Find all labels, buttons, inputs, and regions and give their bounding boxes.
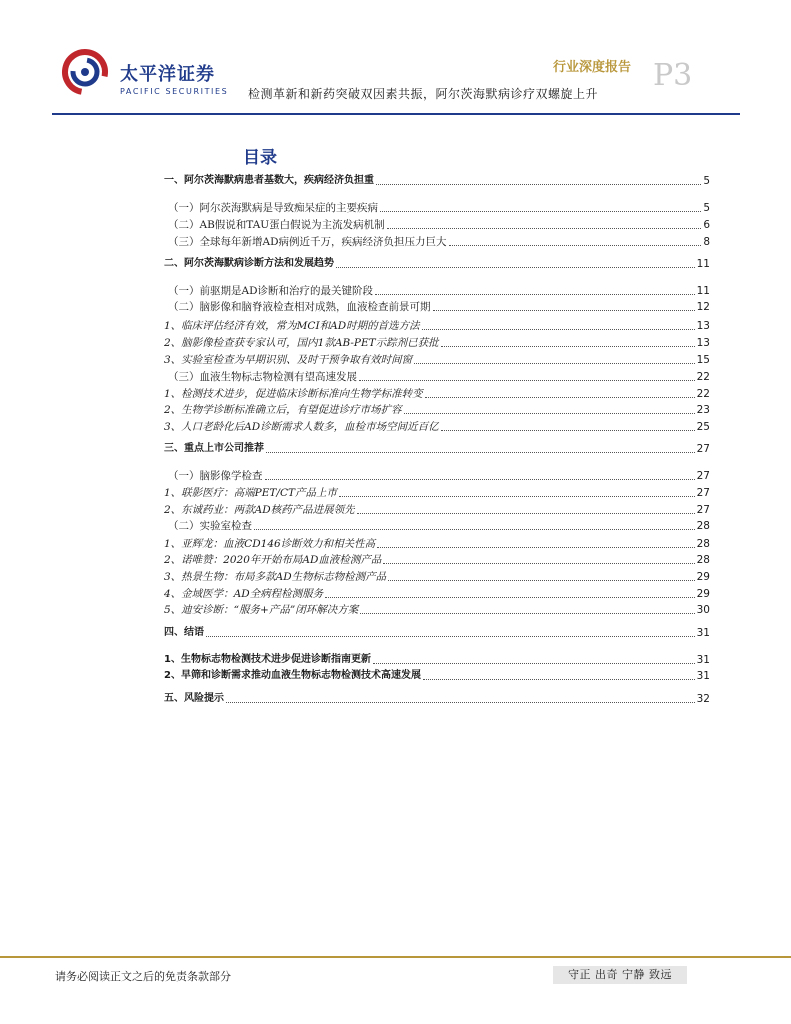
toc-entry-page: 27 xyxy=(696,487,710,499)
toc-entry-label: （二）脑影像和脑脊液检查相对成熟，血液检查前景可期 xyxy=(168,301,431,313)
toc-entry-label: （三）血液生物标志物检测有望高速发展 xyxy=(168,371,357,383)
toc-dot-leader xyxy=(388,580,694,581)
toc-entry[interactable] xyxy=(164,385,710,401)
toc-dot-leader xyxy=(423,679,695,680)
toc-dot-leader xyxy=(375,294,695,295)
toc-entry-label: 2、生物学诊断标准确立后，有望促进诊疗市场扩容 xyxy=(164,404,402,416)
toc-entry[interactable] xyxy=(164,585,710,601)
toc-entry-label: 2、早筛和诊断需求推动血液生物标志物检测技术高速发展 xyxy=(164,670,421,681)
toc-entry-page: 29 xyxy=(696,588,710,600)
toc-dot-leader xyxy=(380,211,701,212)
footer-disclaimer: 请务必阅读正文之后的免责条款部分 xyxy=(55,970,231,983)
pacific-securities-logo-icon xyxy=(55,40,115,100)
toc-entry-page: 8 xyxy=(703,236,710,248)
toc-entry[interactable] xyxy=(164,199,710,215)
toc-dot-leader xyxy=(433,310,695,311)
toc-dot-leader xyxy=(449,245,702,246)
page-number-label: P3 xyxy=(653,58,693,93)
toc-entry-label: 二、阿尔茨海默病诊断方法和发展趋势 xyxy=(164,258,334,269)
toc-entry-page: 31 xyxy=(696,654,710,666)
toc-entry-label: 一、阿尔茨海默病患者基数大，疾病经济负担重 xyxy=(164,175,374,186)
toc-dot-leader xyxy=(206,636,695,637)
report-type: 行业深度报告 xyxy=(553,60,632,75)
toc-entry-page: 28 xyxy=(696,538,710,550)
toc-dot-leader xyxy=(265,479,695,480)
toc-dot-leader xyxy=(359,380,695,381)
toc-entry[interactable] xyxy=(164,282,710,298)
toc-entry-page: 28 xyxy=(696,554,710,566)
toc-entry-label: 2、东诚药业：两款AD核药产品进展领先 xyxy=(164,504,355,516)
toc-entry[interactable] xyxy=(164,624,710,640)
toc-dot-leader xyxy=(376,184,701,185)
toc-dot-leader xyxy=(226,702,695,703)
footer-divider xyxy=(0,956,791,958)
toc-entry-label: （二）实验室检查 xyxy=(168,520,252,532)
toc-entry[interactable] xyxy=(164,517,710,533)
toc-entry[interactable] xyxy=(164,418,710,434)
toc-entry[interactable] xyxy=(164,255,710,271)
toc-entry-page: 13 xyxy=(696,320,710,332)
footer-motto: 守正 出奇 宁静 致远 xyxy=(553,966,687,984)
toc-entry-label: （一）脑影像学检查 xyxy=(168,470,263,482)
toc-entry[interactable] xyxy=(164,440,710,456)
toc-entry-label: （一）前驱期是AD诊断和治疗的最关键阶段 xyxy=(168,285,374,297)
toc-dot-leader xyxy=(339,496,695,497)
toc-entry-page: 29 xyxy=(696,571,710,583)
toc-dot-leader xyxy=(441,430,695,431)
toc-entry-label: 1、联影医疗：高端PET/CT产品上市 xyxy=(164,487,337,499)
toc-entry-page: 13 xyxy=(696,337,710,349)
toc-dot-leader xyxy=(325,597,694,598)
toc-entry-label: 3、热景生物：布局多款AD生物标志物检测产品 xyxy=(164,571,387,583)
toc-dot-leader xyxy=(377,547,694,548)
toc-entry[interactable] xyxy=(164,368,710,384)
toc-dot-leader xyxy=(360,613,694,614)
toc-entry[interactable] xyxy=(164,601,710,617)
toc-entry-label: （二）AB假说和TAU蛋白假说为主流发病机制 xyxy=(168,219,385,231)
toc-entry[interactable] xyxy=(164,501,710,517)
logo-wordmark xyxy=(120,60,228,96)
logo-chinese-name: 太平洋证券 xyxy=(120,64,215,85)
toc-entry[interactable] xyxy=(164,401,710,417)
toc-entry-page: 23 xyxy=(696,404,710,416)
toc-entry-label: 三、重点上市公司推荐 xyxy=(164,443,264,454)
toc-entry-page: 12 xyxy=(696,301,710,313)
toc-dot-leader xyxy=(254,529,695,530)
toc-dot-leader xyxy=(404,413,695,414)
toc-dot-leader xyxy=(414,363,694,364)
toc-entry-label: 3、实验室检查为早期识别、及时干预争取有效时间窗 xyxy=(164,354,413,366)
toc-entry[interactable] xyxy=(164,216,710,232)
toc-entry[interactable] xyxy=(164,172,710,188)
toc-entry-page: 22 xyxy=(696,388,710,400)
toc-entry-page: 31 xyxy=(696,627,710,639)
toc-entry-label: 4、金域医学：AD全病程检测服务 xyxy=(164,588,324,600)
toc-entry-page: 15 xyxy=(696,354,710,366)
toc-entry[interactable] xyxy=(164,317,710,333)
toc-dot-leader xyxy=(383,563,694,564)
toc-entry[interactable] xyxy=(164,690,710,706)
toc-dot-leader xyxy=(425,397,695,398)
toc-entry[interactable] xyxy=(164,334,710,350)
toc-entry-label: 四、结语 xyxy=(164,627,204,638)
toc-entry-page: 32 xyxy=(696,693,710,705)
toc-entry-label: 1、亚辉龙：血液CD146诊断效力和相关性高 xyxy=(164,538,376,550)
toc-dot-leader xyxy=(387,228,702,229)
toc-dot-leader xyxy=(422,329,695,330)
toc-entry-page: 5 xyxy=(703,175,710,187)
toc-entry-page: 31 xyxy=(696,670,710,682)
toc-entry-page: 11 xyxy=(696,285,710,297)
toc-entry-page: 11 xyxy=(696,258,710,270)
toc-entry[interactable] xyxy=(164,467,710,483)
toc-entry[interactable] xyxy=(164,568,710,584)
toc-entry-page: 27 xyxy=(696,470,710,482)
toc-entry-label: （一）阿尔茨海默病是导致痴呆症的主要疾病 xyxy=(168,202,378,214)
toc-entry[interactable] xyxy=(164,651,710,667)
toc-title: 目录 xyxy=(243,148,277,168)
toc-entry-page: 22 xyxy=(696,371,710,383)
page-header xyxy=(0,0,791,120)
toc-dot-leader xyxy=(357,513,695,514)
toc-entry-page: 5 xyxy=(703,202,710,214)
header-divider xyxy=(52,113,740,115)
toc-entry-label: 2、脑影像检查获专家认可，国内1款AB-PET示踪剂已获批 xyxy=(164,337,439,349)
toc-entry-label: 1、临床评估经济有效，常为MCI和AD时期的首选方法 xyxy=(164,320,420,332)
logo-english-name: PACIFIC SECURITIES xyxy=(120,87,229,96)
toc-entry-page: 30 xyxy=(696,604,710,616)
toc-entry-page: 25 xyxy=(696,421,710,433)
toc-dot-leader xyxy=(441,346,695,347)
toc-entry[interactable] xyxy=(164,298,710,314)
toc-entry-page: 27 xyxy=(696,443,710,455)
toc-entry[interactable] xyxy=(164,667,710,683)
toc-entry-page: 28 xyxy=(696,520,710,532)
toc-entry[interactable] xyxy=(164,535,710,551)
report-subtitle: 检测革新和新药突破双因素共振，阿尔茨海默病诊疗双螺旋上升 xyxy=(248,87,599,101)
toc-entry-label: 3、人口老龄化后AD诊断需求人数多，血检市场空间近百亿 xyxy=(164,421,439,433)
toc-entry[interactable] xyxy=(164,484,710,500)
toc-entry[interactable] xyxy=(164,233,710,249)
toc-dot-leader xyxy=(336,267,695,268)
toc-entry-page: 27 xyxy=(696,504,710,516)
toc-entry[interactable] xyxy=(164,351,710,367)
toc-entry-label: （三）全球每年新增AD病例近千万，疾病经济负担压力巨大 xyxy=(168,236,447,248)
toc-entry-label: 1、生物标志物检测技术进步促进诊断指南更新 xyxy=(164,654,371,665)
toc-entry-label: 1、检测技术进步，促进临床诊断标准向生物学标准转变 xyxy=(164,388,423,400)
toc-entry-page: 6 xyxy=(703,219,710,231)
toc-dot-leader xyxy=(266,452,695,453)
toc-entry-label: 2、诺唯赞：2020年开始布局AD血液检测产品 xyxy=(164,554,382,566)
toc-entry-label: 五、风险提示 xyxy=(164,693,224,704)
toc-entry[interactable] xyxy=(164,551,710,567)
toc-entry-label: 5、迪安诊断：“服务+产品”闭环解决方案 xyxy=(164,604,359,616)
toc-dot-leader xyxy=(373,663,695,664)
